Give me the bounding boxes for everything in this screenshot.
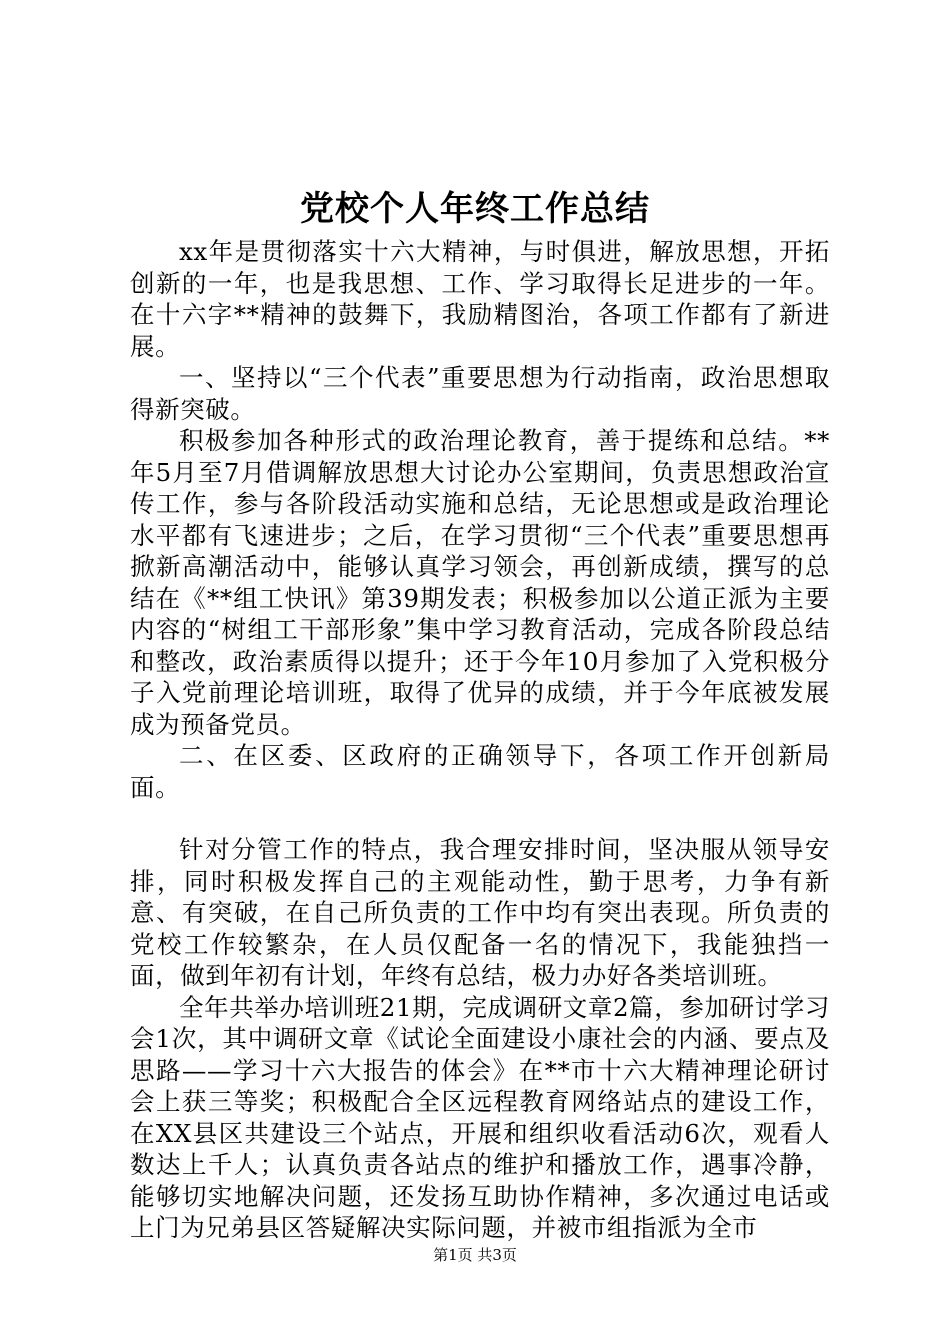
document-title: 党校个人年终工作总结: [300, 189, 650, 229]
section-heading-2: 二、在区委、区政府的正确领导下，各项工作开创新局面。: [130, 741, 830, 802]
document-body: [130, 236, 830, 1244]
paragraph-intro: xx年是贯彻落实十六大精神，与时俱进，解放思想，开拓创新的一年，也是我思想、工作、学习取得长足进步的一年。在十六字**精神的鼓舞下，我励精图治，各项工作都有了新进展。: [130, 237, 830, 361]
page-footer: 第1页 共3页: [433, 1246, 517, 1264]
paragraph-political-study: 积极参加各种形式的政治理论教育，善于提练和总结。**年5月至7月借调解放思想大讨论办公室期间，负责思想政治宣传工作，参与各阶段活动实施和总结，无论思想或是政治理论水平都有飞速进步；之后，在学习贯彻“三个代表”重要思想再掀新高潮活动中，能够认真学习领会，再创新成绩，撰写的总结在《**组工快讯》第39期发表；积极参加以公道正派为主要内容的“树组工干部形象”集中学习教育活动，完成各阶段总结和整改，政治素质得以提升；还于今年10月参加了入党积极分子入党前理论培训班，取得了优异的成绩，并于今年底被发展成为预备党员。: [130, 426, 830, 739]
paragraph-training-summary: 全年共举办培训班21期，完成调研文章2篇，参加研讨学习会1次，其中调研文章《试论全面建设小康社会的内涵、要点及思路——学习十六大报告的体会》在**市十六大精神理论研讨会上获三等奖；积极配合全区远程教育网络站点的建设工作，在XX县区共建设三个站点，开展和组织收看活动6次，观看人数达上千人；认真负责各站点的维护和播放工作，遇事冷静，能够切实地解决问题，还发扬互助协作精神，多次通过电话或上门为兄弟县区答疑解决实际问题，并被市组指派为全市: [130, 992, 830, 1242]
section-heading-1: 一、坚持以“三个代表”重要思想为行动指南，政治思想取得新突破。: [130, 363, 830, 424]
paragraph-work-arrangement: 针对分管工作的特点，我合理安排时间，坚决服从领导安排，同时积极发挥自己的主观能动性，勤于思考，力争有新意、有突破，在自己所负责的工作中均有突出表现。所负责的党校工作较繁杂，在人员仅配备一名的情况下，我能独挡一面，做到年初有计划，年终有总结，极力办好各类培训班。: [130, 835, 830, 990]
